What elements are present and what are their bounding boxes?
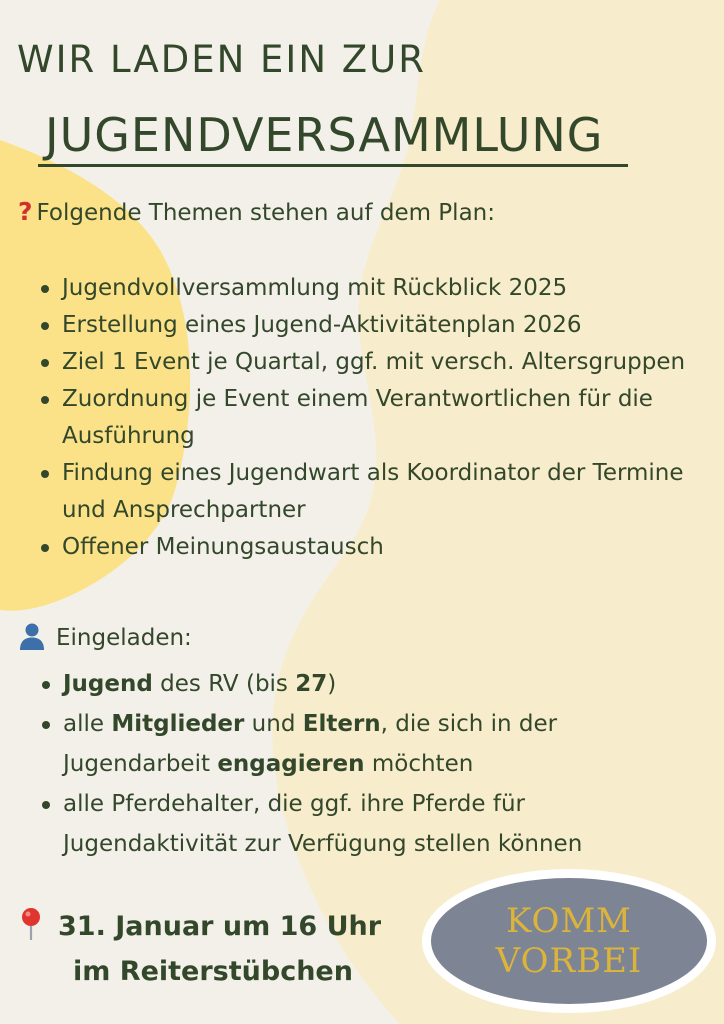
topics-heading: Folgende Themen stehen auf dem Plan:: [36, 200, 495, 226]
person-icon: [18, 622, 46, 650]
event-date-row: [18, 904, 381, 949]
question-mark-icon: ?: [18, 197, 33, 226]
bold-text: Mitglieder: [111, 711, 245, 737]
topic-item: Findung eines Jugendwart als Koordinator der Termine und Ansprechpartner: [62, 455, 702, 529]
invited-item-members: [63, 704, 703, 784]
event-date: 31. Januar um 16 Uhr: [58, 911, 382, 942]
text: ): [327, 671, 337, 697]
event-location: im Reiterstübchen: [73, 956, 353, 987]
invited-list: [63, 664, 703, 864]
bold-text: engagieren: [217, 751, 365, 777]
topic-item: Zuordnung je Event einem Verantwortlichen für die Ausführung: [62, 381, 702, 455]
bold-text: Jugend: [63, 671, 153, 697]
text: des RV (bis: [152, 671, 296, 697]
text: möchten: [364, 751, 474, 777]
invited-item-horse-owners: alle Pferdehalter, die ggf. ihre Pferde für Jugendaktivität zur Verfügung stellen können: [63, 784, 703, 864]
bold-text: Eltern: [302, 711, 381, 737]
title-underline: [38, 164, 628, 167]
topics-list: [62, 270, 702, 566]
bold-text: 27: [295, 671, 328, 697]
invited-heading-row: [18, 622, 192, 651]
event-info: [18, 904, 381, 994]
topics-heading-row: [18, 197, 495, 226]
invited-heading: Eingeladen:: [56, 625, 192, 651]
komm-vorbei-badge: [422, 869, 716, 1013]
text: alle: [63, 711, 112, 737]
topic-item: Ziel 1 Event je Quartal, ggf. mit versch. Altersgruppen: [62, 344, 702, 381]
badge-line-2: VORBEI: [495, 941, 643, 981]
topic-item: Offener Meinungsaustausch: [62, 529, 702, 566]
location-pin-icon: [18, 907, 44, 941]
invited-item-youth: [63, 664, 703, 704]
topic-item: Jugendvollversammlung mit Rückblick 2025: [62, 270, 702, 307]
badge-inner: [431, 878, 707, 1004]
badge-line-1: KOMM: [506, 901, 632, 941]
topic-item: Erstellung eines Jugend-Aktivitätenplan 2026: [62, 307, 702, 344]
title-line-1: WIR LADEN EIN ZUR: [17, 38, 426, 81]
text: , die sich in der Jugendarbeit: [63, 711, 558, 777]
title-line-2: JUGENDVERSAMMLUNG: [45, 108, 604, 162]
text: und: [244, 711, 303, 737]
